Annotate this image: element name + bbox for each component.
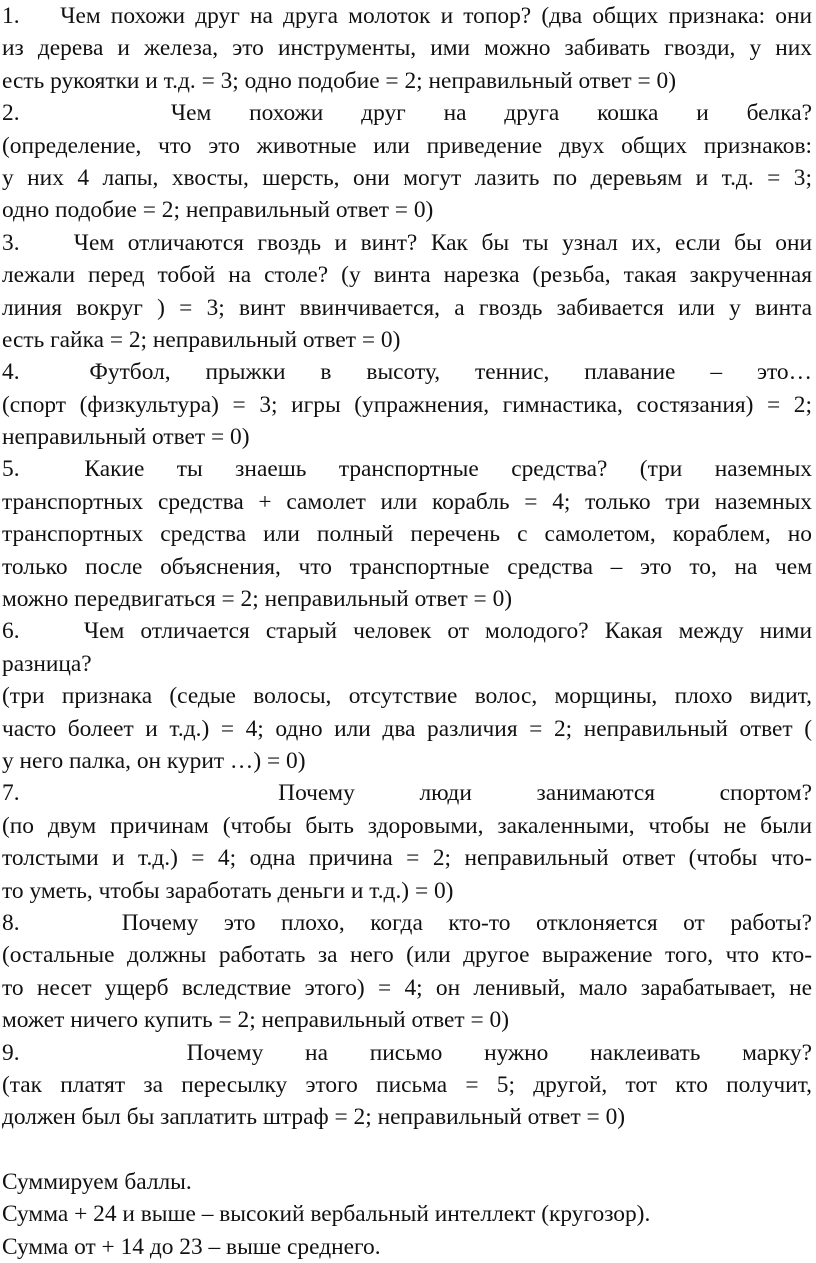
text-line: разница? [2, 650, 92, 677]
text-line: 5. Какие ты знаешь транспортные средства? (три наземных [2, 456, 812, 483]
text-line: лежали перед тобой на столе? (у винта нарезка (резьба, такая закрученная [2, 262, 812, 289]
blank-line [2, 1134, 812, 1166]
text-line: 3. Чем отличаются гвоздь и винт? Как бы ты узнал их, если бы они [2, 229, 812, 256]
text-line: Сумма + 24 и выше – высокий вербальный интеллект (кругозор). [2, 1201, 651, 1228]
text-line: (остальные должны работать за него (или другое выражение того, что кто- [2, 942, 812, 969]
text-line: у него палка, он курит …) = 0) [2, 747, 306, 774]
text-line: 8. Почему это плохо, когда кто-то отклоняется от работы? [2, 909, 812, 936]
text-line: 6. Чем отличается старый человек от молодого? Какая между ними [2, 618, 812, 645]
text-line: 9. Почему на письмо нужно наклеивать марку? [2, 1039, 812, 1066]
text-line: транспортных средства или полный перечень с самолетом, кораблем, но [2, 521, 812, 548]
text-line: 4. Футбол, прыжки в высоту, теннис, плавание – это… [2, 359, 812, 386]
text-line: Сумма от + 14 до 23 – выше среднего. [2, 1233, 381, 1260]
text-line: неправильный ответ = 0) [2, 424, 250, 451]
text-line: есть гайка = 2; неправильный ответ = 0) [2, 326, 401, 353]
text-line: транспортных средства + самолет или корабль = 4; только три наземных [2, 488, 812, 515]
text-line: только после объяснения, что транспортные средства – это то, на чем [2, 553, 812, 580]
document-page [2, 0, 812, 1263]
text-line: может ничего купить = 2; неправильный ответ = 0) [2, 1007, 510, 1034]
text-line: (так платят за пересылку этого письма = 5; другой, тот кто получит, [2, 1071, 812, 1098]
text-line: 1. Чем похожи друг на друга молоток и топор? (два общих признака: они [2, 3, 812, 29]
text-line: должен был бы заплатить штраф = 2; неправильный ответ = 0) [2, 1104, 626, 1131]
text-line: (по двум причинам (чтобы быть здоровыми, закаленными, чтобы не были [2, 812, 812, 839]
text-line: из дерева и железа, это инструменты, ими можно забивать гвозди, у них [2, 35, 812, 62]
text-line: линия вокруг ) = 3; винт ввинчивается, а гвоздь забивается или у винта [2, 294, 812, 321]
text-line: у них 4 лапы, хвосты, шерсть, они могут лазить по деревьям и т.д. = 3; [2, 164, 812, 191]
text-line: (три признака (седые волосы, отсутствие волос, морщины, плохо видит, [2, 683, 812, 710]
text-line: часто болеет и т.д.) = 4; одно или два различия = 2; неправильный ответ ( [2, 715, 812, 742]
text-line: одно подобие = 2; неправильный ответ = 0) [2, 197, 434, 224]
text-line: Суммируем баллы. [2, 1169, 192, 1196]
text-line: то уметь, чтобы заработать деньги и т.д.) = 0) [2, 877, 454, 904]
text-line: есть рукоятки и т.д. = 3; одно подобие = 2; неправильный ответ = 0) [2, 67, 676, 94]
text-line: (спорт (физкультура) = 3; игры (упражнения, гимнастика, состязания) = 2; [2, 391, 812, 418]
text-line: 7. Почему люди занимаются спортом? [2, 780, 812, 807]
text-line: 2. Чем похожи друг на друга кошка и белка? [2, 100, 812, 127]
text-line: то несет ущерб вследствие этого) = 4; он ленивый, мало зарабатывает, не [2, 974, 812, 1001]
text-line: толстыми и т.д.) = 4; одна причина = 2; неправильный ответ (чтобы что- [2, 845, 812, 872]
text-line: (определение, что это животные или приведение двух общих признаков: [2, 132, 812, 159]
text-line: можно передвигаться = 2; неправильный ответ = 0) [2, 586, 513, 613]
